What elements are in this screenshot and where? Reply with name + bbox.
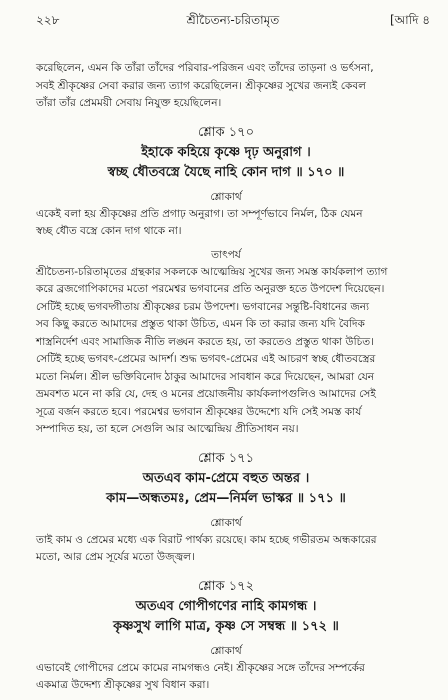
shloka-heading: শ্লোক ১৭১	[197, 450, 255, 466]
verse-line: ইহাকে কহিয়ে কৃষ্ণে দৃঢ় অনুরাগ ।	[141, 144, 311, 160]
shloka-heading: শ্লোক ১৭০	[197, 124, 255, 140]
page-number: ২২৮	[36, 13, 60, 27]
page-content	[36, 60, 416, 695]
shloka-heading: শ্লোক ১৭২	[197, 578, 255, 594]
verse-line: স্বচ্ছ ধৌতবস্ত্রে যৈছে নাহি কোন দাগ ॥ ১৭০ ॥	[107, 164, 345, 180]
intro-paragraph: করেছিলেন, এমন কি তাঁরা তাঁদের পরিবার-পরিজন এবং তাঁদের তাড়না ও ভর্ৎসনা, সবই শ্রীকৃষ্ণের সেবা করার জন্য ত্যাগ করেছিলেন। শ্রীকৃষ্ণের সুখের জন্যই কেবল তাঁরা তাঁর প্রেমময়ী সেবায় নিযুক্ত হয়েছিলেন।	[36, 62, 374, 109]
purport-text: শ্রীচৈতন্য-চরিতামৃতের গ্রন্থকার সকলকে আত্মেন্দ্রিয় সুখের জন্য সমস্ত কার্যকলাপ ত্যাগ করে ব্রজগোপিকাদের মতো পরমেশ্বর ভগবানের প্রতি অনুরক্ত হতে উপদেশ দিয়েছেন। সেটিই হচ্ছে ভগবদ্গীতায় শ্রীকৃষ্ণের চরম উপদেশ। ভগবানের সন্তুষ্টি-বিধানের জন্য সব কিছু করতে আমাদের প্রস্তুত থাকা উচিত, এমন কি তা করার জন্য যদি বৈদিক শাস্ত্রনির্দেশ এবং সামাজিক নীতি লঙ্ঘন করতে হয়, তা করতেও প্রস্তুত থাকা উচিত। সেটিই হচ্ছে ভগবৎ-প্রেমের আদর্শ। শুদ্ধ ভগবৎ-প্রেমের এই আচরণ স্বচ্ছ ধৌতবস্ত্রের মতো নির্মল। শ্রীল ভক্তিবিনোদ ঠাকুর আমাদের সাবধান করে দিয়েছেন, আমরা যেন ভ্রমবশত মনে না করি যে, দেহ ও মনের প্রয়োজনীয় কার্যকলাপগুলিও আমাদের সেই সূত্রে বর্জন করতে হবে। পরমেশ্বর ভগবান শ্রীকৃষ্ণের উদ্দেশ্যে যদি সেই সমস্ত কার্য সম্পাদিত হয়, তা হলে সেগুলি আর আত্মেন্দ্রিয় প্রীতিসাধন নয়।	[36, 265, 388, 435]
shloka-170	[36, 123, 416, 439]
translation-heading: শ্লোকার্থ	[210, 516, 242, 529]
shloka-171	[36, 449, 416, 567]
page-header	[36, 12, 430, 32]
translation-text: একেই বলা হয় শ্রীকৃষ্ণের প্রতি প্রগাঢ় অনুরাগ। তা সম্পূর্ণভাবে নির্মল, ঠিক যেমন স্বচ্ছ ধৌত বস্ত্রে কোন দাগ থাকে না।	[36, 207, 363, 237]
verse-line: কাম—অন্ধতমঃ, প্রেম—নির্মল ভাস্কর ॥ ১৭১ ॥	[106, 490, 346, 506]
translation-text: তাই কাম ও প্রেমের মধ্যে এক বিরাট পার্থক্য রয়েছে। কাম হচ্ছে গভীরতম অন্ধকারের মতো, আর প্রেম সূর্যের মতো উজ্জ্বল।	[36, 533, 377, 563]
purport-heading: তাৎপর্য	[211, 248, 241, 261]
book-title: শ্রীচৈতন্য-চরিতামৃত	[186, 13, 280, 27]
verse-line: অতএব কাম-প্রেমে বহুত অন্তর ।	[142, 470, 310, 486]
verse-line: কৃষ্ণসুখ লাগি মাত্র, কৃষ্ণ সে সম্বন্ধ ॥ ১৭২ ॥	[113, 618, 339, 634]
translation-heading: শ্লোকার্থ	[210, 190, 242, 203]
translation-text: এভাবেই গোপীদের প্রেমে কামের নামগন্ধও নেই। শ্রীকৃষ্ণের সঙ্গে তাঁদের সম্পর্কের একমাত্র উদ্দেশ্য শ্রীকৃষ্ণের সুখ বিধান করা।	[36, 661, 365, 691]
verse-line: অতএব গোপীগণের নাহি কামগন্ধ ।	[135, 598, 317, 614]
shloka-172	[36, 577, 416, 695]
section-label: [আদি ৪	[389, 13, 430, 27]
translation-heading: শ্লোকার্থ	[210, 644, 242, 657]
